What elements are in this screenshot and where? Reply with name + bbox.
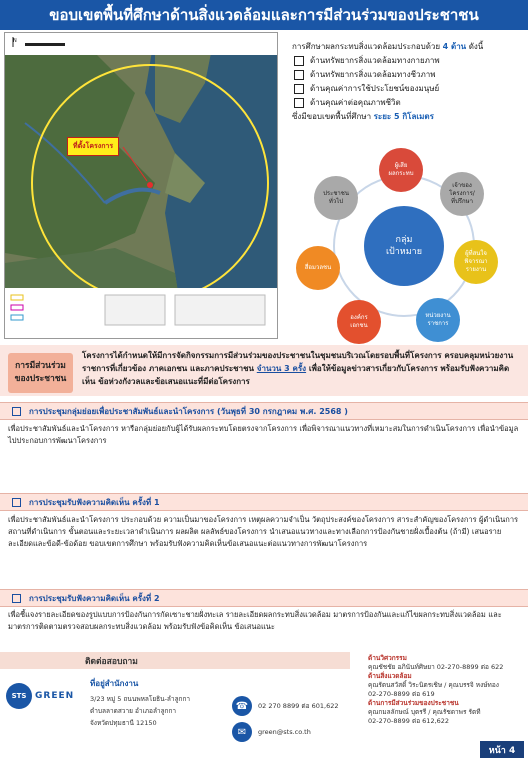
meeting-1-body: เพื่อประชาสัมพันธ์และนำโครงการ หารือกลุ่มย่อยกับผู้ได้รับผลกระทบโดยตรงจากโครงการ เพื่อพิจารณาแนวทางที่เหมาะสมในการดำเนินโครงการ เพื่อนำข้อมูลไปประกอบการพัฒนาโครงการ: [8, 424, 519, 445]
participation-text: โครงการได้กำหนดให้มีการจัดกิจกรรมการมีส่วนร่วมของประชาชนในชุมชนบริเวณโดยรอบพื้นที่โครงการ ครอบคลุมหน่วยงานราชการที่เกี่ยวข้อง ภาคเอกชน และภาคประชาชน จำนวน 3 ครั้ง เพื่อให้ข้อมูลข่าวสารเกี่ยวกับโครงการ พร้อมรับฟังความคิดเห็น ข้อห่วงกังวลและข้อเสนอแนะที่มีต่อโครงการ: [82, 351, 514, 386]
scope-text: ซึ่งมีขอบเขตพื้นที่ศึกษา ระยะ 5 กิโลเมตร: [292, 112, 434, 121]
meeting-2-heading: การประชุมรับฟังความคิดเห็น ครั้งที่ 1: [0, 493, 528, 511]
phone-icon: ☎: [232, 696, 252, 716]
meeting-2-body: เพื่อประชาสัมพันธ์และนำโครงการ ประกอบด้วย ความเป็นมาของโครงการ เหตุผลความจำเป็น วัตถุประสงค์ของโครงการ สาระสำคัญของโครงการ ผู้ดำเนินการ สถานที่ดำเนินการ ขั้นตอนและระยะเวลาดำเนินการ ผลผลิต ผลลัพธ์ของโครงการ นำเสนอแนวทางและทางเลือกการป้องกันชายฝั่งเบื้องต้น (ถ้ามี) เสนอรายละเอียดและข้อดี-ข้อด้อย ขอบเขตการศึกษา พร้อมรับฟังความคิดเห็นข้อเสนอแนะต่อแนวทางการพัฒนาโครงการ: [8, 515, 519, 548]
checkbox-icon: [12, 498, 21, 507]
contact-heading: ติดต่อสอบถาม: [0, 652, 350, 669]
contact-persons: ด้านวิศวกรรม คุณชัชชัย อภินันท์ศิษยา 02-270-8899 ต่อ 622 ด้านสิ่งแวดล้อม คุณรัตนสวัสดิ์ วิระนิตรเชิษ / คุณบรรจิ หงษ์ทอง 02-270-8899 ต่อ 619 ด้านการมีส่วนร่วมของประชาชน คุณกมลลักษณ์ บุตรรี / คุณรัชดาพร รัตที 02-270-8899 ต่อ 612,622: [368, 654, 504, 725]
stakeholder-node: หน่วยงาน ราชการ: [416, 298, 460, 342]
aspect-item: ด้านทรัพยากรสิ่งแวดล้อมทางกายภาพ: [292, 54, 524, 68]
checkbox-icon: [294, 56, 304, 66]
stakeholder-node: สื่อมวลชน: [296, 246, 340, 290]
email-address[interactable]: green@sts.co.th: [258, 728, 311, 736]
stakeholder-diagram: [292, 148, 526, 343]
meeting-1-heading: การประชุมกลุ่มย่อยเพื่อประชาสัมพันธ์และนำโครงการ (วันพุธที่ 30 กรกฎาคม พ.ศ. 2568 ): [0, 402, 528, 420]
page-banner: [0, 0, 528, 30]
participation-section: [0, 345, 528, 396]
meeting-3-heading: การประชุมรับฟังความคิดเห็น ครั้งที่ 2: [0, 589, 528, 607]
stakeholder-node: ประชาชน ทั่วไป: [314, 176, 358, 220]
map-graphic: [5, 33, 277, 338]
page-number: หน้า 4: [480, 741, 524, 758]
checkbox-icon: [294, 70, 304, 80]
target-group-center: กลุ่ม เป้าหมาย: [364, 206, 444, 286]
email-icon: ✉: [232, 722, 252, 742]
aspect-item: ด้านคุณค่าการใช้ประโยชน์ของมนุษย์: [292, 82, 524, 96]
company-logo: STS GREEN: [6, 683, 74, 709]
study-area-map: [4, 32, 278, 339]
intro-lead: การศึกษาผลกระทบสิ่งแวดล้อมประกอบด้วย 4 ด้าน ดังนี้: [292, 42, 484, 51]
intro-block: [292, 40, 524, 124]
checkbox-icon: [12, 407, 21, 416]
stakeholder-node: ผู้ที่สนใจ พิจารณา รายงาน: [454, 240, 498, 284]
aspect-item: ด้านคุณค่าต่อคุณภาพชีวิต: [292, 96, 524, 110]
stakeholder-node: ผู้เสีย ผลกระทบ: [379, 148, 423, 192]
checkbox-icon: [12, 594, 21, 603]
phone-number: 02 270 8899 ต่อ 601,622: [258, 702, 339, 710]
meeting-3-body: เพื่อชี้แจงรายละเอียดของรูปแบบการป้องกันการกัดเซาะชายฝั่งทะเล รายละเอียดผลกระทบสิ่งแวดล้อม มาตรการป้องกันและแก้ไขผลกระทบสิ่งแวดล้อม และมาตรการติดตามตรวจสอบผลกระทบสิ่งแวดล้อม พร้อมรับฟังข้อคิดเห็น ข้อเสนอแนะ: [8, 610, 502, 631]
logo-mark-icon: STS: [6, 683, 32, 709]
participation-tag: การมีส่วนร่วม ของประชาชน: [8, 353, 73, 393]
stakeholder-node: องค์กร เอกชน: [337, 300, 381, 344]
aspect-item: ด้านทรัพยากรสิ่งแวดล้อมทางชีวภาพ: [292, 68, 524, 82]
page-title: ขอบเขตพื้นที่ศึกษาด้านสิ่งแวดล้อมและการมีส่วนร่วมของประชาชน: [49, 6, 479, 24]
office-address: ที่อยู่สำนักงาน 3/23 หมู่ 5 ถนนพหลโยธิน-ลำลูกกา ตำบลลาดสวาย อำเภอลำลูกกา จังหวัดปทุมธานี 12150: [90, 679, 191, 727]
svg-text:N: N: [13, 38, 17, 44]
stakeholder-node: เจ้าของ โครงการ/ ที่ปรึกษา: [440, 172, 484, 216]
project-location-label: ที่ตั้งโครงการ: [67, 137, 119, 156]
checkbox-icon: [294, 98, 304, 108]
checkbox-icon: [294, 84, 304, 94]
